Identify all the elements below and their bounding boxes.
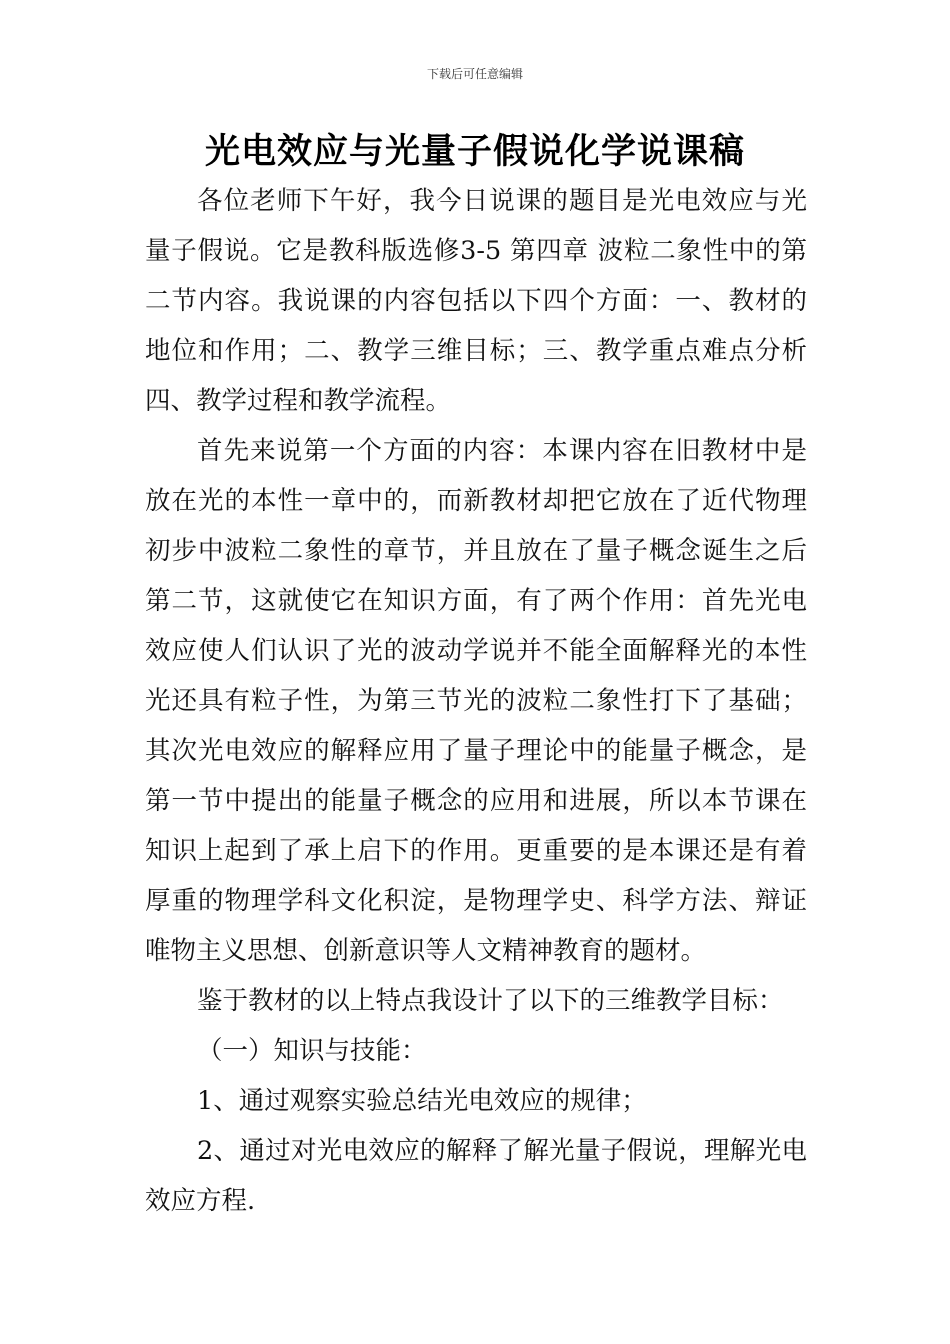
header-note: 下载后可任意编辑	[426, 67, 523, 81]
paragraph-intro: 各位老师下午好，我今日说课的题目是光电效应与光量子假说。它是教科版选修3-5 第四章 波粒二象性中的第二节内容。我说课的内容包括以下四个方面：一、教材的地位和作用；二、教学三维目标；三、教学重点难点分析四、教学过程和教学流程。	[145, 186, 807, 416]
list-item-objective-2: 2、通过对光电效应的解释了解光量子假说，理解光电效应方程.	[145, 1136, 807, 1216]
paragraph-textbook-role: 首先来说第一个方面的内容：本课内容在旧教材中是放在光的本性一章中的，而新教材却把它放在了近代物理初步中波粒二象性的章节，并且放在了量子概念诞生之后第二节，这就使它在知识方面，有了两个作用：首先光电效应使人们认识了光的波动学说并不能全面解释光的本性光还具有粒子性，为第三节光的波粒二象性打下了基础；其次光电效应的解释应用了量子理论中的能量子概念，是第一节中提出的能量子概念的应用和进展，所以本节课在知识上起到了承上启下的作用。更重要的是本课还是有着厚重的物理学科文化积淀，是物理学史、科学方法、辩证唯物主义思想、创新意识等人文精神教育的题材。	[145, 436, 807, 966]
list-item-objective-1: 1、通过观察实验总结光电效应的规律；	[197, 1086, 647, 1116]
paragraph-objectives-intro: 鉴于教材的以上特点我设计了以下的三维教学目标：	[197, 986, 784, 1016]
section-heading-knowledge-skills: （一）知识与技能：	[197, 1036, 427, 1066]
document-title: 光电效应与光量子假说化学说课稿	[204, 132, 745, 172]
document-body	[145, 176, 807, 1226]
